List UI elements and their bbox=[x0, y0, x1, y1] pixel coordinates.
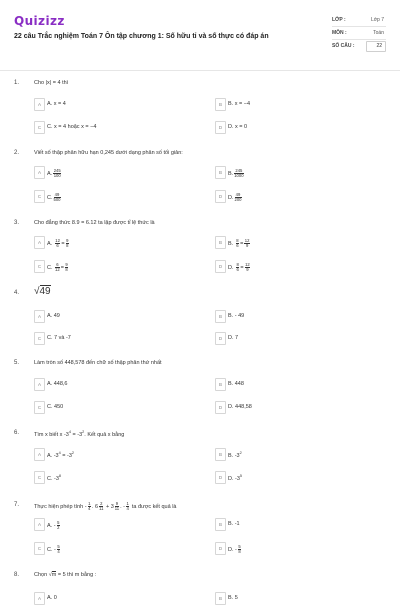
option-letter: A bbox=[34, 166, 45, 179]
option-text: C. 7 và -7 bbox=[47, 335, 71, 341]
option-letter: D bbox=[215, 121, 226, 134]
option-b[interactable] bbox=[215, 166, 381, 178]
option-text: B. $\frac{8}{6}$ = $\frac{12}{9}$ bbox=[228, 238, 250, 249]
meta-panel bbox=[332, 14, 386, 52]
question-text: Viết số thập phân hữu hạn 0,245 dưới dạng phân số tối giản: bbox=[34, 150, 183, 156]
option-letter: C bbox=[34, 190, 45, 203]
option-a[interactable] bbox=[34, 592, 200, 604]
option-text: C. $\frac{6}{12}$ = $\frac{9}{8}$ bbox=[47, 262, 68, 273]
option-text: A. 0 bbox=[47, 595, 57, 601]
question-text: Cho đẳng thức 8.9 = 6.12 ta lập được tỉ lệ thức là bbox=[34, 220, 155, 226]
option-letter: D bbox=[215, 332, 226, 345]
option-a[interactable] bbox=[34, 518, 200, 530]
option-text: D. $-3^5$ bbox=[228, 474, 243, 482]
option-text: C. $\frac{49}{500}$ bbox=[47, 192, 61, 203]
option-letter: D bbox=[215, 471, 226, 484]
option-letter: D bbox=[215, 401, 226, 414]
meta-value: 22 bbox=[376, 43, 382, 49]
option-text: D. $\frac{49}{200}$ bbox=[228, 192, 242, 203]
option-letter: B bbox=[215, 448, 226, 461]
question-number: 4. bbox=[14, 290, 20, 296]
question-number: 6. bbox=[14, 430, 20, 436]
option-letter: B bbox=[215, 592, 226, 605]
option-text: A. x = 4 bbox=[47, 101, 66, 107]
option-text: B. 5 bbox=[228, 595, 238, 601]
option-b[interactable] bbox=[215, 518, 381, 530]
option-text: D. x = 0 bbox=[228, 124, 248, 130]
question-number: 8. bbox=[14, 572, 20, 578]
fraction: $\frac{49}{200}$ bbox=[234, 192, 242, 203]
option-text: A. $\frac{245}{100}$ bbox=[47, 168, 61, 179]
option-d[interactable] bbox=[215, 260, 381, 272]
option-letter: B bbox=[215, 518, 226, 531]
fraction: $\frac{49}{500}$ bbox=[53, 192, 61, 203]
option-text: A. $-3^4 = -3^2$ bbox=[47, 451, 75, 459]
option-text: A. $\frac{12}{6}$ = $\frac{9}{8}$ bbox=[47, 238, 69, 249]
option-c[interactable] bbox=[34, 332, 200, 344]
option-letter: D bbox=[215, 190, 226, 203]
option-text: B. $-3^2$ bbox=[228, 451, 242, 459]
option-a[interactable] bbox=[34, 378, 200, 390]
option-letter: C bbox=[34, 121, 45, 134]
fraction: $\frac{245}{100}$ bbox=[53, 168, 61, 179]
option-c[interactable] bbox=[34, 471, 200, 483]
question-text: √49 bbox=[34, 286, 51, 297]
option-c[interactable] bbox=[34, 190, 200, 202]
question-text: Tìm x biết x $-3^4 = -3^2$. Kết quả x bằng bbox=[34, 430, 125, 438]
option-letter: A bbox=[34, 310, 45, 323]
option-d[interactable] bbox=[215, 190, 381, 202]
option-letter: C bbox=[34, 542, 45, 555]
option-letter: B bbox=[215, 378, 226, 391]
option-text: D. $\frac{8}{6}$ = $\frac{12}{9}$ bbox=[228, 262, 250, 273]
option-letter: A bbox=[34, 518, 45, 531]
question-number: 2. bbox=[14, 150, 20, 156]
question-number: 3. bbox=[14, 220, 20, 226]
meta-label: MÔN : bbox=[332, 30, 347, 36]
option-text: A. 49 bbox=[47, 313, 60, 319]
option-b[interactable] bbox=[215, 448, 381, 460]
meta-value: Lớp 7 bbox=[370, 17, 384, 23]
question-number: 1. bbox=[14, 80, 20, 86]
option-d[interactable] bbox=[215, 542, 381, 554]
option-a[interactable] bbox=[34, 98, 200, 110]
option-d[interactable] bbox=[215, 401, 381, 413]
option-letter: A bbox=[34, 98, 45, 111]
meta-row-count bbox=[332, 40, 386, 52]
meta-row-class bbox=[332, 14, 386, 27]
header-divider bbox=[0, 70, 400, 71]
option-a[interactable] bbox=[34, 448, 200, 460]
header bbox=[0, 0, 400, 68]
fraction: $\frac{245}{1000}$ bbox=[234, 168, 244, 179]
page-title: 22 câu Trắc nghiệm Toán 7 Ôn tập chương 1: Số hữu tỉ và số thực có đáp án bbox=[14, 33, 269, 40]
option-letter: A bbox=[34, 448, 45, 461]
question-text: Cho |x| = 4 thì bbox=[34, 80, 69, 86]
option-d[interactable] bbox=[215, 121, 381, 133]
option-letter: C bbox=[34, 260, 45, 273]
question-text: Thực hiện phép tính - $\frac{1}{4}$ . 6 $\frac{2}{11}$ + 3 $\frac{9}{11}$ . - $\frac{1}{4}$ ta được kết quả là bbox=[34, 501, 177, 512]
option-text: A. - $\frac{5}{2}$ bbox=[47, 520, 60, 531]
option-letter: B bbox=[215, 310, 226, 323]
option-text: B. x = −4 bbox=[228, 101, 251, 107]
option-text: D. - $\frac{5}{8}$ bbox=[228, 544, 241, 555]
meta-label: SỐ CÂU : bbox=[332, 43, 355, 49]
option-b[interactable] bbox=[215, 98, 381, 110]
option-text: C. - $\frac{5}{4}$ bbox=[47, 544, 60, 555]
option-letter: A bbox=[34, 236, 45, 249]
option-text: B. -1 bbox=[228, 521, 240, 527]
option-text: D. 7 bbox=[228, 335, 239, 341]
option-letter: C bbox=[34, 401, 45, 414]
option-letter: C bbox=[34, 471, 45, 484]
option-letter: B bbox=[215, 98, 226, 111]
option-c[interactable] bbox=[34, 401, 200, 413]
option-text: C. $-3^8$ bbox=[47, 474, 62, 482]
option-b[interactable] bbox=[215, 592, 381, 604]
option-letter: A bbox=[34, 592, 45, 605]
option-c[interactable] bbox=[34, 542, 200, 554]
meta-label: LỚP : bbox=[332, 17, 346, 23]
option-text: D. 448,58 bbox=[228, 404, 252, 410]
option-b[interactable] bbox=[215, 310, 381, 322]
option-letter: D bbox=[215, 260, 226, 273]
option-a[interactable] bbox=[34, 236, 200, 248]
option-text: C. x = 4 hoặc x = −4 bbox=[47, 124, 97, 130]
question-text: Làm tròn số 448,578 đến chữ số thập phân thứ nhất bbox=[34, 360, 162, 366]
option-d[interactable] bbox=[215, 332, 381, 344]
question-text: Chọn √m = 5 thì m bằng : bbox=[34, 572, 97, 578]
option-letter: C bbox=[34, 332, 45, 345]
quizizz-logo: Quizizz bbox=[14, 14, 65, 28]
option-text: B. $\frac{245}{1000}$ bbox=[228, 168, 244, 179]
option-letter: B bbox=[215, 236, 226, 249]
question-count-box bbox=[366, 41, 386, 52]
option-text: C. 450 bbox=[47, 404, 64, 410]
option-b[interactable] bbox=[215, 236, 381, 248]
question-number: 7. bbox=[14, 502, 20, 508]
option-a[interactable] bbox=[34, 166, 200, 178]
option-c[interactable] bbox=[34, 260, 200, 272]
option-a[interactable] bbox=[34, 310, 200, 322]
option-b[interactable] bbox=[215, 378, 381, 390]
question-number: 5. bbox=[14, 360, 20, 366]
option-text: A. 448,6 bbox=[47, 381, 68, 387]
option-letter: D bbox=[215, 542, 226, 555]
meta-value: Toán bbox=[373, 30, 384, 36]
option-letter: A bbox=[34, 378, 45, 391]
option-c[interactable] bbox=[34, 121, 200, 133]
option-letter: B bbox=[215, 166, 226, 179]
option-text: B. - 49 bbox=[228, 313, 245, 319]
meta-row-subject bbox=[332, 27, 386, 40]
option-d[interactable] bbox=[215, 471, 381, 483]
option-text: B. 448 bbox=[228, 381, 244, 387]
